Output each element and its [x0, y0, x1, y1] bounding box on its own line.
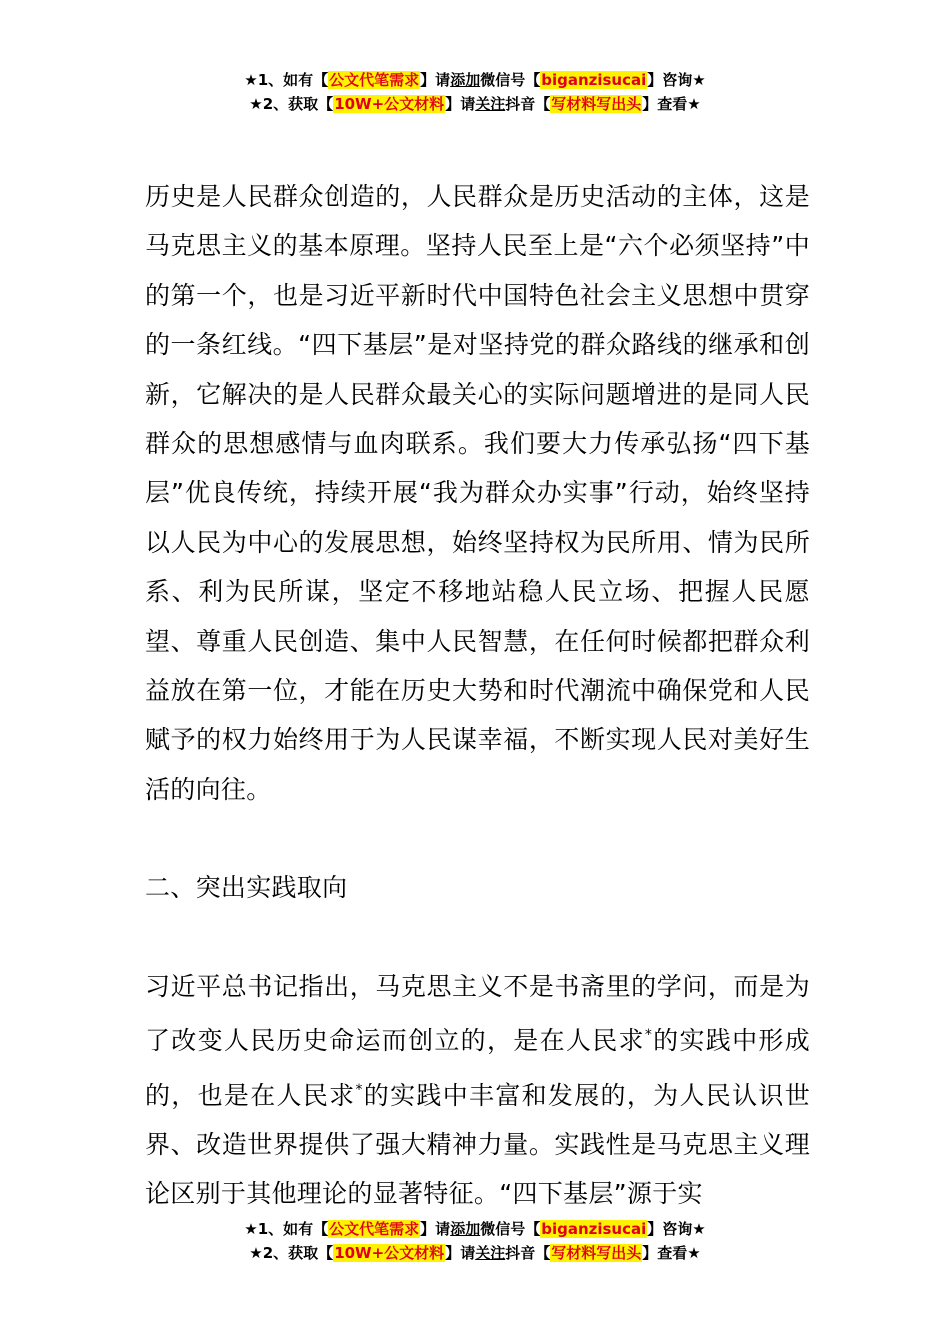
banner-line-2: ★2、获取【10W+公文材料】请关注抖音【写材料写出头】查看★ — [249, 95, 701, 113]
highlight-douyin-account: 写材料写出头 — [551, 95, 642, 113]
footer-line-2: ★2、获取【10W+公文材料】请关注抖音【写材料写出头】查看★ — [249, 1244, 701, 1262]
highlight-wechat-id: biganzisucai — [541, 71, 647, 89]
paragraph-people-centered: 历史是人民群众创造的，人民群众是历史活动的主体，这是马克思主义的基本原理。坚持人民至上是“六个必须坚持”中的第一个，也是习近平新时代中国特色社会主义思想中贯穿的一条红线。“四下基层”是对坚持党的群众路线的继承和创新，它解决的是人民群众最关心的实际问题增进的是同人民群众的思想感情与血肉联系。我们要大力传承弘扬“四下基层”优良传统，持续开展“我为群众办实事”行动，始终坚持以人民为中心的发展思想，始终坚持权为民所用、情为民所系、利为民所谋，坚定不移地站稳人民立场、把握人民愿望、尊重人民创造、集中人民智慧，在任何时候都把群众利益放在第一位，才能在历史大势和时代潮流中确保党和人民赋予的权力始终用于为人民谋幸福，不断实现人民对美好生活的向往。 — [145, 182, 810, 804]
header-banner — [0, 68, 950, 116]
footer-banner — [0, 1217, 950, 1265]
highlight-materials: 10W+公文材料 — [334, 95, 445, 113]
paragraph-practice: 习近平总书记指出，马克思主义不是书斋里的学问，而是为了改变人民历史命运而创立的，是在人民求*的实践中形成的，也是在人民求*的实践中丰富和发展的，为人民认识世界、改造世界提供了强大精神力量。实践性是马克思主义理论区别于其他理论的显著特征。“四下基层”源于实 — [145, 971, 810, 1209]
footer-line-1: ★1、如有【公文代笔需求】请添加微信号【biganzisucai】咨询★ — [244, 1220, 706, 1238]
section-heading: 二、突出实践取向 — [145, 873, 348, 903]
highlight-service: 公文代笔需求 — [329, 71, 420, 89]
document-body — [145, 172, 810, 1219]
banner-line-1: ★1、如有【公文代笔需求】请添加微信号【biganzisucai】咨询★ — [244, 71, 706, 89]
